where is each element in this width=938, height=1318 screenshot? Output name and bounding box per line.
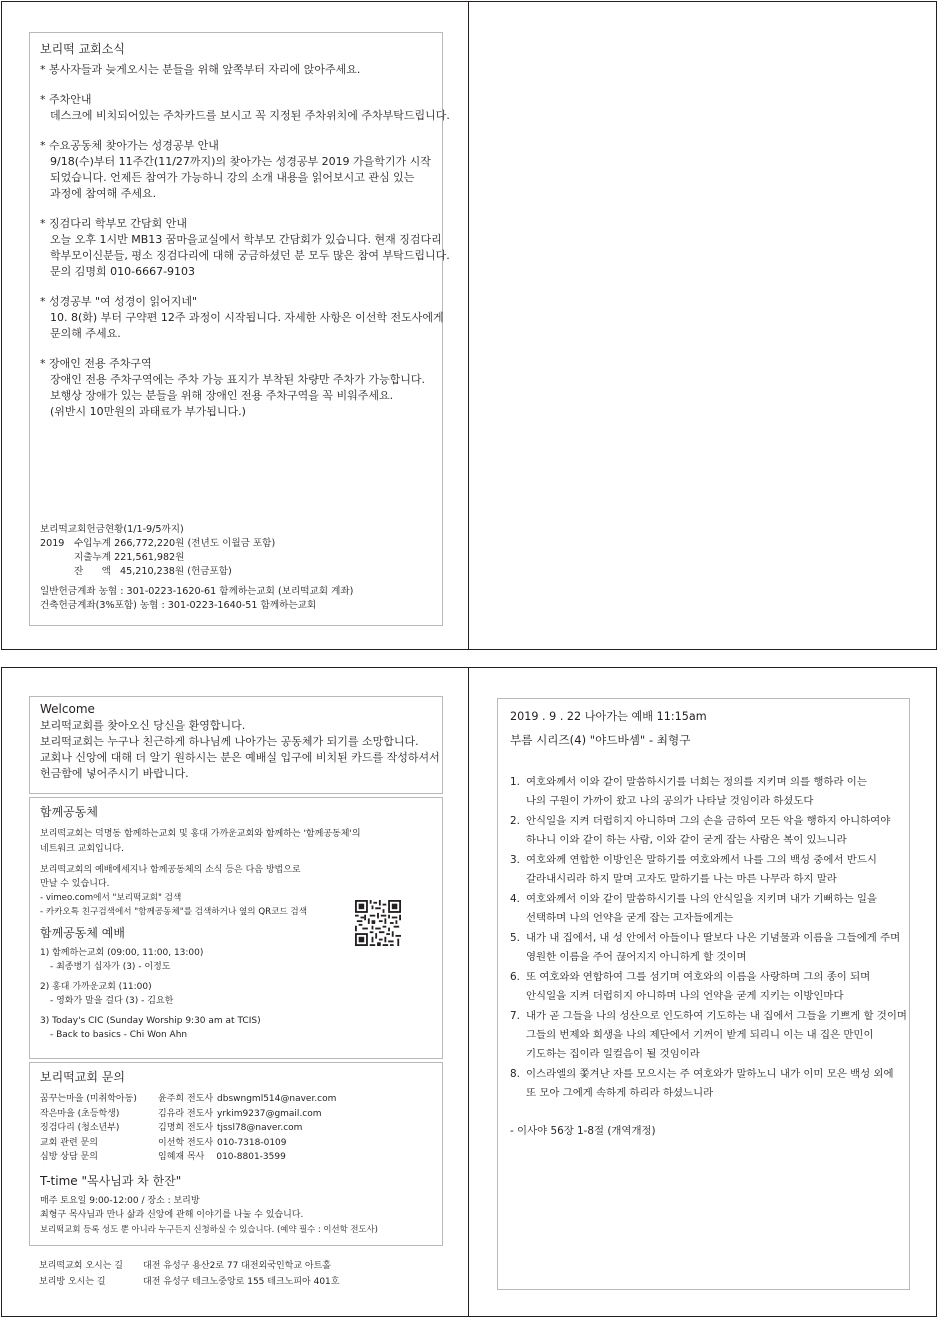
direction-church: 보리떡교회 오시는 길 대전 유성구 용산2로 77 대전외국인학교 아트홀 (39, 1261, 331, 1271)
sermon-date: 2019 . 9 . 22 나아가는 예배 11:15am (510, 710, 707, 723)
finance-balance: 잔 액 45,210,238원 (헌금포함) (74, 566, 232, 577)
verse: 4. 여호와께서 이와 같이 말씀하시기를 나의 안식일을 지키며 내가 기뻐하는 일을 선택하며 나의 언약을 굳게 잡는 고자들에게는 (510, 893, 877, 924)
contact-row: 교회 관련 문의 이선학 전도사 010-7318-0109 (40, 1137, 287, 1148)
verse: 6. 또 여호와와 연합하여 그를 섬기며 여호와의 이름을 사랑하며 그의 종이 되며 안식일을 지켜 더럽히지 아니하며 나의 언약을 굳게 지키는 이방인마다 (510, 971, 871, 1002)
news-item: * 성경공부 "여 성경이 읽어지네" 10. 8(화) 부터 구약편 12주 과정이 시작됩니다. 자세한 사항은 이선학 전도사에게 문의해 주세요. (40, 295, 444, 340)
welcome-title: Welcome (40, 702, 95, 716)
sermon-box (497, 698, 910, 1290)
news-item: * 봉사자들과 늦게오시는 분들을 위해 앞쪽부터 자리에 앉아주세요. (40, 63, 361, 76)
contact-row: 꿈꾸는마을 (미취학아동) 윤주희 전도사 dbswngml514@naver.com (40, 1094, 337, 1104)
news-item: * 주차안내 데스크에 비치되어있는 주차카드를 보시고 꼭 지정된 주차위치에 주차부탁드립니다. (40, 93, 450, 122)
worship-item: 2) 홍대 가까운교회 (11:00) (40, 982, 152, 992)
worship-title: 함께공동체 예배 (40, 926, 125, 940)
ttime-title: T-time "목사님과 차 한잔" (40, 1173, 182, 1188)
news-box (29, 32, 450, 626)
finance-income: 수입누계 266,772,220원 (전년도 이월금 포함) (74, 538, 276, 549)
page-bottom-left (1, 667, 470, 1317)
worship-item: 1) 함께하는교회 (09:00, 11:00, 13:00) (40, 948, 204, 958)
contact-row: 징검다리 (청소년부) 김명희 전도사 tjssl78@naver.com (40, 1123, 303, 1133)
verse: 3. 여호와께 연합한 이방인은 말하기를 여호와께서 나를 그의 백성 중에서 반드시 갈라내시리라 하지 말며 고자도 말하기를 나는 마른 나무라 하지 말라 (510, 854, 877, 885)
sermon-series: 부름 시리즈(4) "야드바셈" - 최형구 (510, 733, 691, 747)
news-item: * 수요공동체 찾아가는 성경공부 안내 9/18(수)부터 11주간(11/27까지)의 찾아가는 성경공부 2019 가을학기가 시작 되었습니다. 언제든 참여가 가능하니 강의 소개 내용을 읽어보시고 관심 있는 과정에 참여해 주세요. (40, 139, 431, 200)
finance-title: 보리떡교회헌금현황(1/1-9/5까지) (40, 524, 184, 535)
news-title: 보리떡 교회소식 (40, 42, 125, 56)
welcome-box: Welcome 보리떡교회를 찾아오신 당신을 환영합니다. 보리떡교회는 누구나 친근하게 하나님께 나아가는 공동체가 되기를 소망합니다. 교회나 신앙에 대해 더 알기 원하시는 분은 예배실 입구에 비치된 카드를 작성하셔서 헌금함에 넣어주시기 바랍니다. (29, 696, 443, 794)
together-box: 함께공동체 보리떡교회는 덕명동 함께하는교회 및 홍대 가까운교회와 함께하는 '함께공동체'의 네트워크 교회입니다. 보리떡교회의 예배에세지나 함께공동체의 소식 등은 다음 방법으로 만날 수 있습니다. - vimeo.com에서 "보리떡교회" 검색 - 카카오톡 친구검색에서 "함께공동체"를 검색하거나 옆의 QR코드 검색 함께공동체 예배 1) 함께하는교회 (09:00, 11:00, 13:00) - 최종병기 십자가 (3) - 이정도 2) 홍대 가까운교회 (11:00) - 영화가 말을 걸다 (3) - 김요한 3) Today's CIC (Sunday Worship 9:30 am at TCIS) - Back to basics - Chi Won Ahn (29, 797, 443, 1059)
verse: 5. 내가 내 집에서, 내 성 안에서 아들이나 딸보다 나은 기념물과 이름을 그들에게 주며 영원한 이름을 주어 끊어지지 아니하게 할 것이며 (510, 932, 901, 963)
contact-box: 보리떡교회 문의 꿈꾸는마을 (미취학아동) 윤주희 전도사 dbswngml514@naver.com 작은마을 (초등학생) 김유라 전도사 yrkim9237@gmail.com 징검다리 (청소년부) 김명희 전도사 tjssl78@naver.com 교회 관련 문의 이선학 전도사 010-7318-0109 심방 상담 문의 임혜재 목사 010-8801-3599 T-time "목사님과 차 한잔" 매주 토요일 9:00-12:00 / 장소 : 보리방 최형구 목사님과 만나 삶과 신앙에 관해 이야기를 나눌 수 있습니다. 보리떡교회 등록 성도 뿐 아니라 누구든지 신청하실 수 있습니다. (예약 필수 : 이선학 전도사) (29, 1062, 443, 1246)
together-title: 함께공동체 (40, 805, 98, 819)
direction-boribang: 보리방 오시는 길 대전 유성구 테크노중앙로 155 테크노피아 401호 (39, 1277, 340, 1287)
account-building: 건축헌금계좌(3%포함) 농협 : 301-0223-1640-51 함께하는교회 (40, 600, 317, 611)
account-general: 일반헌금계좌 농협 : 301-0223-1620-61 함께하는교회 (보리떡교회 계좌) (40, 586, 354, 597)
contact-row: 작은마을 (초등학생) 김유라 전도사 yrkim9237@gmail.com (40, 1108, 322, 1119)
contact-row: 심방 상담 문의 임혜재 목사 010-8801-3599 (40, 1152, 286, 1162)
news-item: * 장애인 전용 주차구역 장애인 전용 주차구역에는 주차 가능 표지가 부착된 차량만 주차가 가능합니다. 보행상 장애가 있는 분들을 위해 장애인 전용 주차구역을 꼭 비워주세요. (위반시 10만원의 과태료가 부가됩니다.) (40, 357, 425, 418)
verse: 7. 내가 곧 그들을 나의 성산으로 인도하여 기도하는 내 집에서 그들을 기쁘게 할 것이며 그들의 번제와 희생을 나의 제단에서 기꺼이 받게 되리니 이는 내 집은 만민이 기도하는 집이라 일컬음이 될 것임이라 (510, 1010, 907, 1060)
contact-title: 보리떡교회 문의 (40, 1070, 125, 1084)
verse: 1. 여호와께서 이와 같이 말씀하시기를 너희는 정의를 지키며 의를 행하라 이는 나의 구원이 가까이 왔고 나의 공의가 나타날 것임이라 하셨도다 (510, 776, 867, 807)
qr-code-icon[interactable] (355, 898, 401, 948)
finance-section (40, 523, 353, 613)
directions (39, 1258, 339, 1290)
worship-item: 3) Today's CIC (Sunday Worship 9:30 am at TCIS) (40, 1016, 261, 1026)
verse: 8. 이스라엘의 쫓겨난 자를 모으시는 주 여호와가 말하노니 내가 이미 모은 백성 외에 또 모아 그에게 속하게 하리라 하셨느니라 (510, 1068, 894, 1099)
page-top-left (1, 1, 470, 650)
verse: 2. 안식일을 지켜 더럽히지 아니하며 그의 손을 금하여 모든 악을 행하지 아니하여야 하나니 이와 같이 하는 사람, 이와 같이 굳게 잡는 사람은 복이 있느니라 (510, 815, 891, 846)
scripture-reference: - 이사야 56장 1-8절 (개역개정) (510, 1125, 656, 1137)
news-item: * 징검다리 학부모 간담회 안내 오늘 오후 1시반 MB13 꿈마을교실에서 학부모 간담회가 있습니다. 현재 징검다리 학부모이신분들, 평소 징검다리에 대해 궁금하셨던 분 모두 많은 참여 부탁드립니다. 문의 김명희 010-6667-9103 (40, 217, 450, 278)
page-bottom-right (468, 667, 937, 1317)
page-top-right (468, 1, 937, 650)
finance-expense: 지출누계 221,561,982원 (74, 552, 185, 563)
finance-year: 2019 (40, 538, 65, 549)
